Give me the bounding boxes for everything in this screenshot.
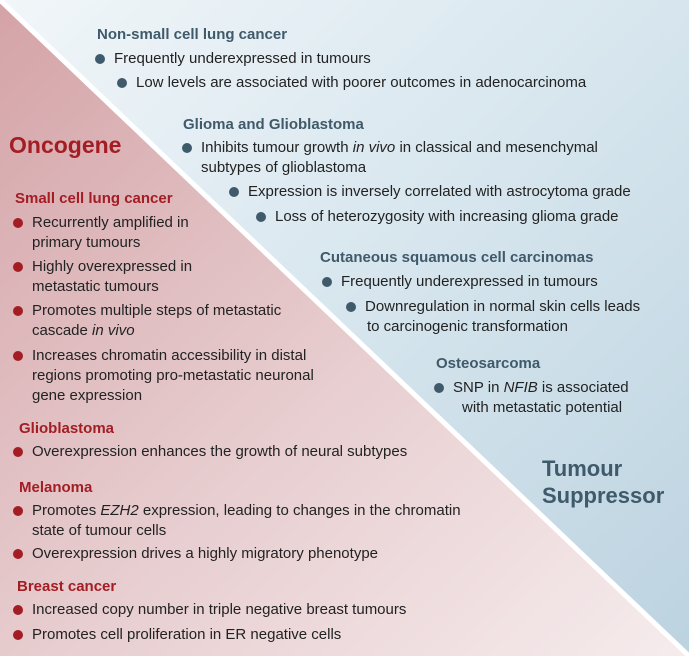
- bullet-icon: [95, 54, 105, 64]
- heading-glioblastoma: Glioblastoma: [19, 420, 115, 437]
- bullet-icon: [13, 262, 23, 272]
- bullet-icon: [229, 187, 239, 197]
- bullet-icon: [13, 549, 23, 559]
- heading-glioma: Glioma and Glioblastoma: [183, 116, 364, 133]
- bullet-icon: [13, 605, 23, 615]
- heading-breast-cancer: Breast cancer: [17, 578, 117, 595]
- bullet-icon: [182, 143, 192, 153]
- oncogene-label: Oncogene: [9, 132, 122, 158]
- bullet-icon: [322, 277, 332, 287]
- bullet-icon: [13, 306, 23, 316]
- heading-osteosarcoma: Osteosarcoma: [436, 355, 541, 372]
- bullet-icon: [346, 302, 356, 312]
- heading-nsclc: Non-small cell lung cancer: [97, 26, 288, 43]
- bullet-icon: [434, 383, 444, 393]
- bullet-icon: [256, 212, 266, 222]
- bullet-icon: [13, 506, 23, 516]
- tumour-suppressor-label: Tumour Suppressor: [542, 456, 665, 508]
- bullet-icon: [13, 351, 23, 361]
- heading-sclc: Small cell lung cancer: [15, 190, 173, 207]
- bullet-icon: [117, 78, 127, 88]
- bullet-icon: [13, 218, 23, 228]
- bullet-icon: [13, 447, 23, 457]
- bullet-icon: [13, 630, 23, 640]
- heading-melanoma: Melanoma: [19, 479, 93, 496]
- heading-cscc: Cutaneous squamous cell carcinomas: [320, 249, 594, 266]
